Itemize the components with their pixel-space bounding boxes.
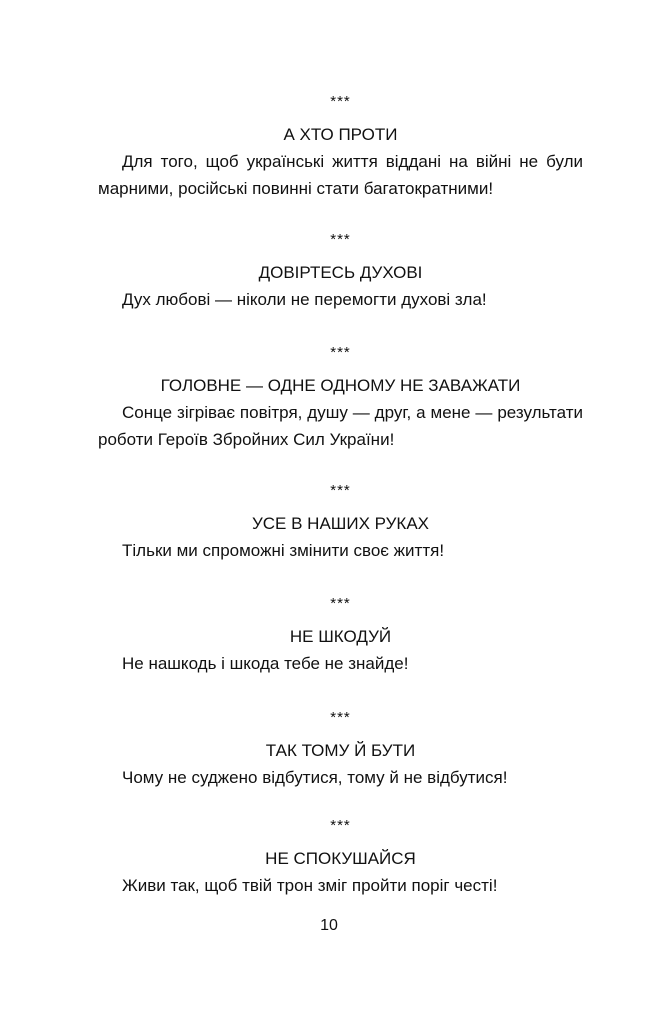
section-separator: *** [330,817,351,834]
poem-section-1 [98,93,583,202]
section-separator: *** [330,231,351,248]
section-text: Живи так, щоб твій трон зміг пройти поріг честі! [122,876,498,895]
section-separator: *** [330,93,351,110]
section-title: УСЕ В НАШИХ РУКАХ [251,514,430,533]
section-title: ДОВІРТЕСЬ ДУХОВІ [258,263,423,282]
section-separator: *** [330,482,351,499]
section-text: Чому не суджено відбутися, тому й не відбутися! [122,768,508,787]
poem-section-6 [98,709,583,791]
section-text: Не нашкодь і шкода тебе не знайде! [122,654,409,673]
section-title: А ХТО ПРОТИ [283,125,398,144]
poem-section-4 [98,482,583,564]
section-separator: *** [330,709,351,726]
poem-section-3 [98,344,583,453]
section-title: НЕ СПОКУШАЙСЯ [265,849,416,868]
section-text: Сонце зігріває повітря, душу — друг, а мене — результати роботи Героїв Збройних Сил України! [98,403,583,449]
poem-section-2 [98,231,583,313]
section-title: НЕ ШКОДУЙ [289,627,392,646]
page-number: 10 [320,917,338,934]
section-text: Дух любові — ніколи не перемогти духові зла! [122,290,487,309]
section-title: ТАК ТОМУ Й БУТИ [265,741,416,760]
section-separator: *** [330,344,351,361]
section-text: Для того, щоб українські життя віддані на війні не були марними, російські повинні стати багатократними! [98,152,583,198]
section-text: Тільки ми спроможні змінити своє життя! [122,541,445,560]
section-title: ГОЛОВНЕ — ОДНЕ ОДНОМУ НЕ ЗАВАЖАТИ [160,376,521,395]
section-separator: *** [330,595,351,612]
poem-section-5 [98,595,583,677]
poem-section-7 [98,817,583,899]
